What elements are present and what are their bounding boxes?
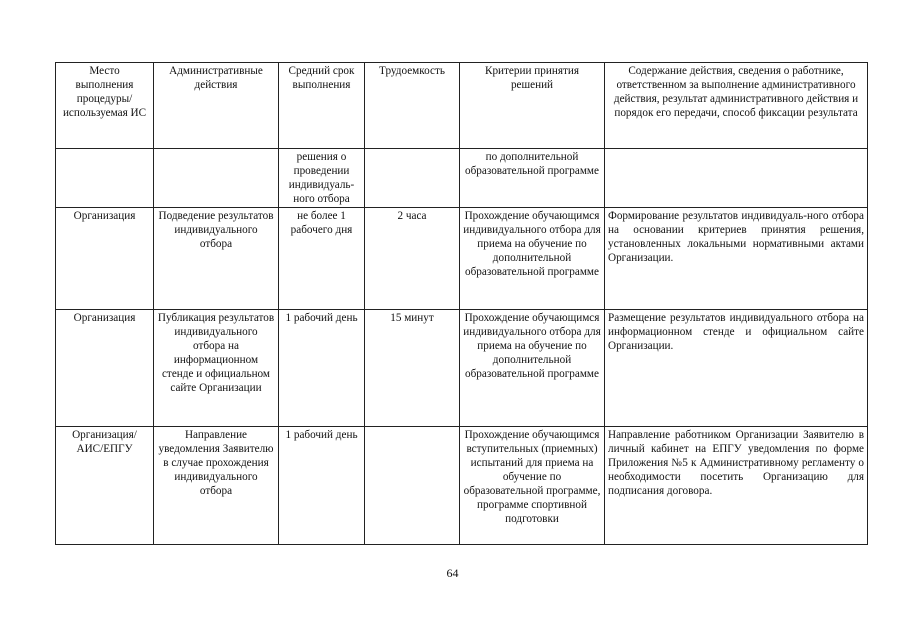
table-cell <box>56 149 154 208</box>
table-cell: Прохождение обучающимся индивидуального отбора для приема на обучение по дополнительной образовательной программе <box>460 208 605 310</box>
table-cell: 15 минут <box>365 310 460 427</box>
header-cell: Место выполнения процедуры/ используемая ИС <box>56 63 154 149</box>
table-row <box>56 310 868 427</box>
table-cell: Организация <box>56 310 154 427</box>
page-number: 64 <box>446 566 459 580</box>
table-cell: не более 1 рабочего дня <box>279 208 365 310</box>
table-cell: Прохождение обучающимся индивидуального отбора для приема на обучение по дополнительной образовательной программе <box>460 310 605 427</box>
table-cell: Размещение результатов индивидуального отбора на информационном стенде и официальном сайте Организации. <box>605 310 868 427</box>
table-cell: Направление работником Организации Заявителю в личный кабинет на ЕПГУ уведомления по форме Приложения №5 к Административному регламенту о необходимости посетить Организацию для подписания договора. <box>605 427 868 545</box>
table-cell: 1 рабочий день <box>279 310 365 427</box>
table-cell <box>154 149 279 208</box>
table-cell: Направление уведомления Заявителю в случае прохождения индивидуального отбора <box>154 427 279 545</box>
table-row <box>56 149 868 208</box>
table-cell: решения о проведении индивидуаль-ного отбора <box>279 149 365 208</box>
table-cell <box>605 149 868 208</box>
table-cell: Прохождение обучающимся вступительных (приемных) испытаний для приема на обучение по образовательной программе, программе спортивной подготовки <box>460 427 605 545</box>
table-cell <box>365 427 460 545</box>
table-cell <box>365 149 460 208</box>
table-cell: Организация/ АИС/ЕПГУ <box>56 427 154 545</box>
header-cell: Критерии принятия решений <box>460 63 605 149</box>
header-cell: Средний срок выполнения <box>279 63 365 149</box>
table-header-row <box>56 63 868 149</box>
table-cell: Формирование результатов индивидуаль-ного отбора на основании критериев принятия решения, установленных локальными нормативными актами Организации. <box>605 208 868 310</box>
header-cell: Трудоемкость <box>365 63 460 149</box>
header-cell: Административные действия <box>154 63 279 149</box>
table-row <box>56 427 868 545</box>
table-cell: Организация <box>56 208 154 310</box>
table-cell: Публикация результатов индивидуального отбора на информационном стенде и официальном сайте Организации <box>154 310 279 427</box>
table-cell: по дополнительной образовательной программе <box>460 149 605 208</box>
table-cell: Подведение результатов индивидуального отбора <box>154 208 279 310</box>
procedure-table <box>55 62 868 545</box>
header-cell: Содержание действия, сведения о работнике, ответственном за выполнение административного действия, результат административного действия и порядок его передачи, способ фиксации результата <box>605 63 868 149</box>
table-cell: 1 рабочий день <box>279 427 365 545</box>
table-cell: 2 часа <box>365 208 460 310</box>
table-row <box>56 208 868 310</box>
